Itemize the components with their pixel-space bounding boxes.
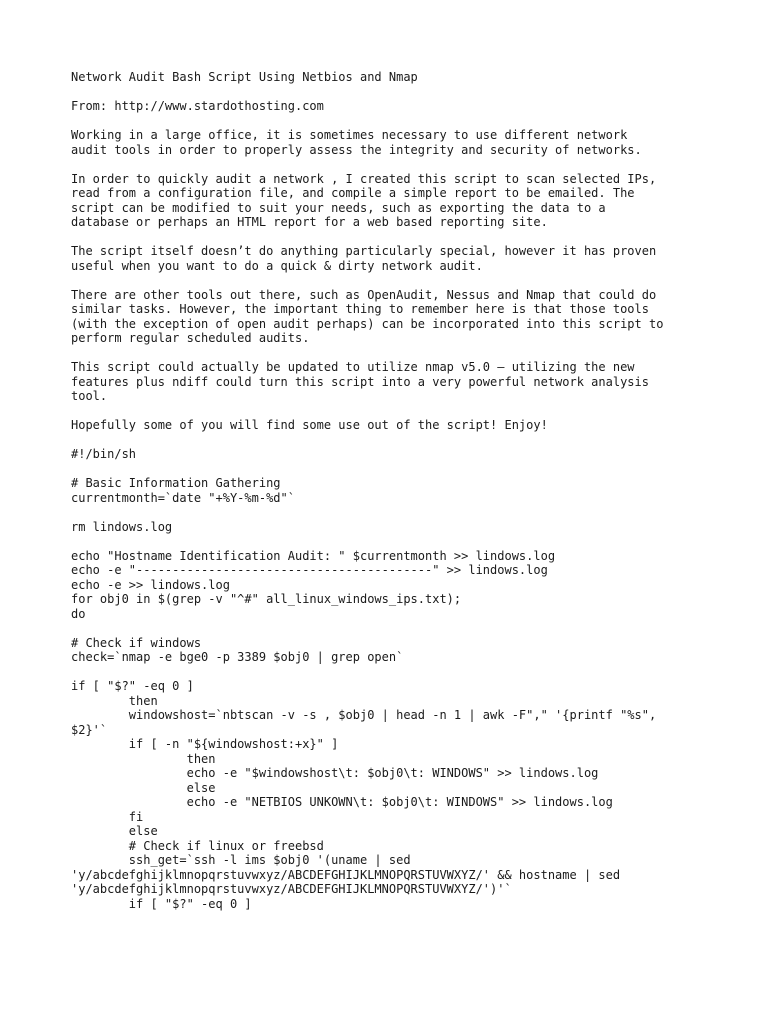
code-block — [71, 476, 751, 520]
code-block — [71, 549, 751, 636]
paragraph-line: features plus ndiff could turn this script into a very powerful network analysis — [71, 374, 649, 389]
blank-line — [71, 404, 751, 419]
code-line: echo -e "NETBIOS UNKOWN\t: $obj0\t: WINDOWS" >> lindows.log — [71, 795, 613, 809]
blank-line — [71, 273, 751, 288]
code-line: #!/bin/sh — [71, 447, 137, 461]
document-title: Network Audit Bash Script Using Netbios and Nmap — [71, 70, 418, 84]
code-line: # Check if linux or freebsd — [71, 838, 324, 853]
paragraph-line: Working in a large office, it is sometimes necessary to use different network — [71, 128, 628, 142]
code-line: ssh_get=`ssh -l ims $obj0 '(uname | sed — [71, 853, 411, 867]
paragraph-line: In order to quickly audit a network , I created this script to scan selected IPs, — [71, 171, 657, 186]
code-block — [71, 520, 751, 549]
paragraph-line: read from a configuration file, and compile a simple report to be emailed. The — [71, 186, 635, 200]
source-line: From: http://www.stardothosting.com — [71, 99, 324, 113]
paragraph-line: similar tasks. However, the important thing to remember here is that those tools — [71, 302, 649, 316]
paragraph-line: There are other tools out there, such as OpenAudit, Nessus and Nmap that could do — [71, 287, 657, 302]
code-line: else — [71, 780, 216, 795]
paragraph-line: perform regular scheduled audits. — [71, 331, 310, 345]
blank-line — [71, 621, 751, 636]
code-line: check=`nmap -e bge0 -p 3389 $obj0 | grep open` — [71, 650, 404, 664]
blank-line — [71, 230, 751, 245]
code-block — [71, 679, 751, 926]
code-line: 'y/abcdefghijklmnopqrstuvwxyz/ABCDEFGHIJKLMNOPQRSTUVWXYZ/' && hostname | sed — [71, 867, 621, 882]
code-line: echo -e "-----------------------------------------" >> lindows.log — [71, 563, 548, 577]
code-line: fi — [71, 809, 144, 824]
code-line: echo -e "$windowshost\t: $obj0\t: WINDOWS" >> lindows.log — [71, 766, 599, 780]
code-block — [71, 636, 751, 680]
blank-line — [71, 157, 751, 172]
code-line: # Check if windows — [71, 635, 202, 650]
code-line: then — [71, 751, 216, 766]
paragraph — [71, 288, 751, 361]
paragraph-line: script can be modified to suit your needs, such as exporting the data to a — [71, 200, 606, 215]
paragraph — [71, 244, 751, 288]
code-line: windowshost=`nbtscan -v -s , $obj0 | head -n 1 | awk -F"," '{printf "%s", — [71, 708, 657, 722]
paragraph-line: audit tools in order to properly assess the integrity and security of networks. — [71, 142, 642, 157]
code-line: if [ "$?" -eq 0 ] — [71, 679, 194, 693]
code-listing — [71, 447, 751, 926]
prose-section — [71, 128, 751, 447]
code-line: for obj0 in $(grep -v "^#" all_linux_windows_ips.txt); — [71, 592, 462, 606]
code-line: else — [71, 824, 158, 838]
paragraph-line: database or perhaps an HTML report for a web based reporting site. — [71, 215, 548, 229]
paragraph — [71, 128, 751, 172]
code-line: echo "Hostname Identification Audit: " $currentmonth >> lindows.log — [71, 548, 556, 563]
paragraph — [71, 418, 751, 447]
code-line: if [ "$?" -eq 0 ] — [71, 896, 252, 911]
blank-line — [71, 911, 751, 926]
paragraph-line: Hopefully some of you will find some use out of the script! Enjoy! — [71, 418, 548, 432]
paragraph-line: (with the exception of open audit perhaps) can be incorporated into this script to — [71, 316, 664, 331]
paragraph — [71, 360, 751, 418]
blank-line — [71, 665, 751, 680]
code-line: if [ -n "${windowshost:+x}" ] — [71, 737, 339, 751]
document-body — [71, 70, 751, 926]
code-line: echo -e >> lindows.log — [71, 577, 230, 592]
paragraph-line: tool. — [71, 389, 108, 403]
paragraph-line: useful when you want to do a quick & dirty network audit. — [71, 258, 483, 273]
blank-line — [71, 85, 751, 100]
code-line: rm lindows.log — [71, 519, 173, 534]
blank-line — [71, 462, 751, 477]
paragraph — [71, 172, 751, 245]
paragraph-line: The script itself doesn’t do anything particularly special, however it has proven — [71, 244, 657, 258]
code-line: then — [71, 693, 158, 708]
code-line: # Basic Information Gathering — [71, 476, 281, 490]
blank-line — [71, 114, 751, 129]
blank-line — [71, 433, 751, 448]
code-line: 'y/abcdefghijklmnopqrstuvwxyz/ABCDEFGHIJKLMNOPQRSTUVWXYZ/')'` — [71, 882, 512, 896]
blank-line — [71, 505, 751, 520]
code-line: do — [71, 606, 86, 621]
blank-line — [71, 346, 751, 361]
code-block — [71, 447, 751, 476]
code-line: currentmonth=`date "+%Y-%m-%d"` — [71, 490, 295, 505]
blank-line — [71, 534, 751, 549]
paragraph-line: This script could actually be updated to utilize nmap v5.0 – utilizing the new — [71, 360, 635, 374]
code-line: $2}'` — [71, 722, 108, 737]
